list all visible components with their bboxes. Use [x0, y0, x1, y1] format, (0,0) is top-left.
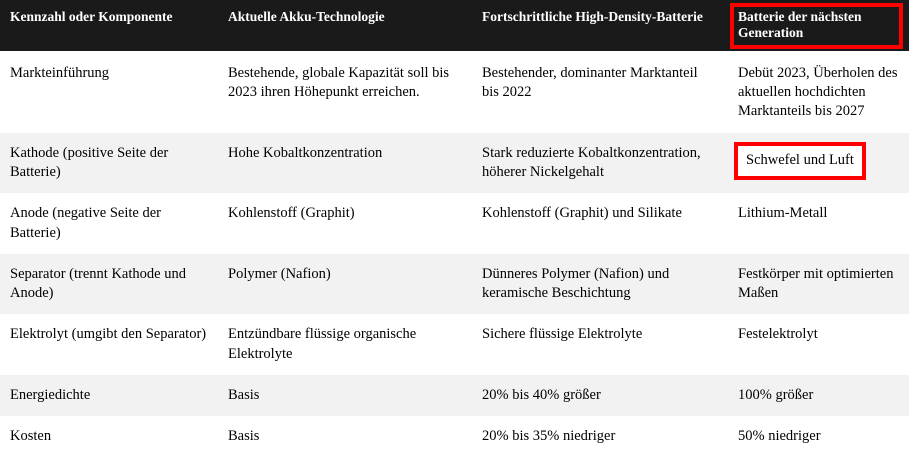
- table-row: [0, 51, 909, 133]
- cell-high-density: 20% bis 35% niedriger: [472, 416, 728, 457]
- cell-high-density: 20% bis 40% größer: [472, 375, 728, 416]
- cell-metric: Markteinführung: [0, 51, 218, 133]
- cell-next-generation-highlighted: [728, 133, 909, 194]
- cell-current-technology: Kohlenstoff (Graphit): [218, 193, 472, 254]
- table-row: [0, 193, 909, 254]
- cell-current-technology: Bestehende, globale Kapazität soll bis 2023 ihren Höhepunkt erreichen.: [218, 51, 472, 133]
- table-header: [0, 0, 909, 51]
- cell-metric: Energiedichte: [0, 375, 218, 416]
- cell-current-technology: Basis: [218, 416, 472, 457]
- table-row: [0, 254, 909, 315]
- cell-high-density: Bestehender, dominanter Marktanteil bis 2022: [472, 51, 728, 133]
- cell-next-generation: Debüt 2023, Überholen des aktuellen hochdichten Marktanteils bis 2027: [728, 51, 909, 133]
- cell-next-generation: 100% größer: [728, 375, 909, 416]
- cell-metric: Anode (negative Seite der Batterie): [0, 193, 218, 254]
- cell-next-generation: 50% niedriger: [728, 416, 909, 457]
- cell-current-technology: Basis: [218, 375, 472, 416]
- cell-next-generation: Festelektrolyt: [728, 314, 909, 375]
- cell-metric: Kosten: [0, 416, 218, 457]
- table-row: [0, 133, 909, 194]
- cell-next-generation: Festkörper mit optimierten Maßen: [728, 254, 909, 315]
- table-row: [0, 314, 909, 375]
- table-body: [0, 51, 909, 458]
- cell-current-technology: Polymer (Nafion): [218, 254, 472, 315]
- column-header-next-generation: [728, 0, 909, 51]
- column-header-next-generation-label: Batterie der nächsten Generation: [738, 9, 862, 40]
- table-row: [0, 375, 909, 416]
- table-header-row: [0, 0, 909, 51]
- cell-high-density: Dünneres Polymer (Nafion) und keramische Beschichtung: [472, 254, 728, 315]
- cell-current-technology: Hohe Kobaltkonzentration: [218, 133, 472, 194]
- cell-high-density: Sichere flüssige Elektrolyte: [472, 314, 728, 375]
- cell-high-density: Kohlenstoff (Graphit) und Silikate: [472, 193, 728, 254]
- cell-high-density: Stark reduzierte Kobaltkonzentration, höherer Nickelgehalt: [472, 133, 728, 194]
- cell-current-technology: Entzündbare flüssige organische Elektrolyte: [218, 314, 472, 375]
- table-row: [0, 416, 909, 457]
- column-header-metric: Kennzahl oder Komponente: [0, 0, 218, 51]
- cell-metric: Kathode (positive Seite der Batterie): [0, 133, 218, 194]
- cell-next-generation: Lithium-Metall: [728, 193, 909, 254]
- highlight-box-cathode: Schwefel und Luft: [734, 142, 866, 180]
- cell-metric: Separator (trennt Kathode und Anode): [0, 254, 218, 315]
- column-header-current-technology: Aktuelle Akku-Technologie: [218, 0, 472, 51]
- cell-metric: Elektrolyt (umgibt den Separator): [0, 314, 218, 375]
- column-header-high-density: Fortschrittliche High-Density-Batterie: [472, 0, 728, 51]
